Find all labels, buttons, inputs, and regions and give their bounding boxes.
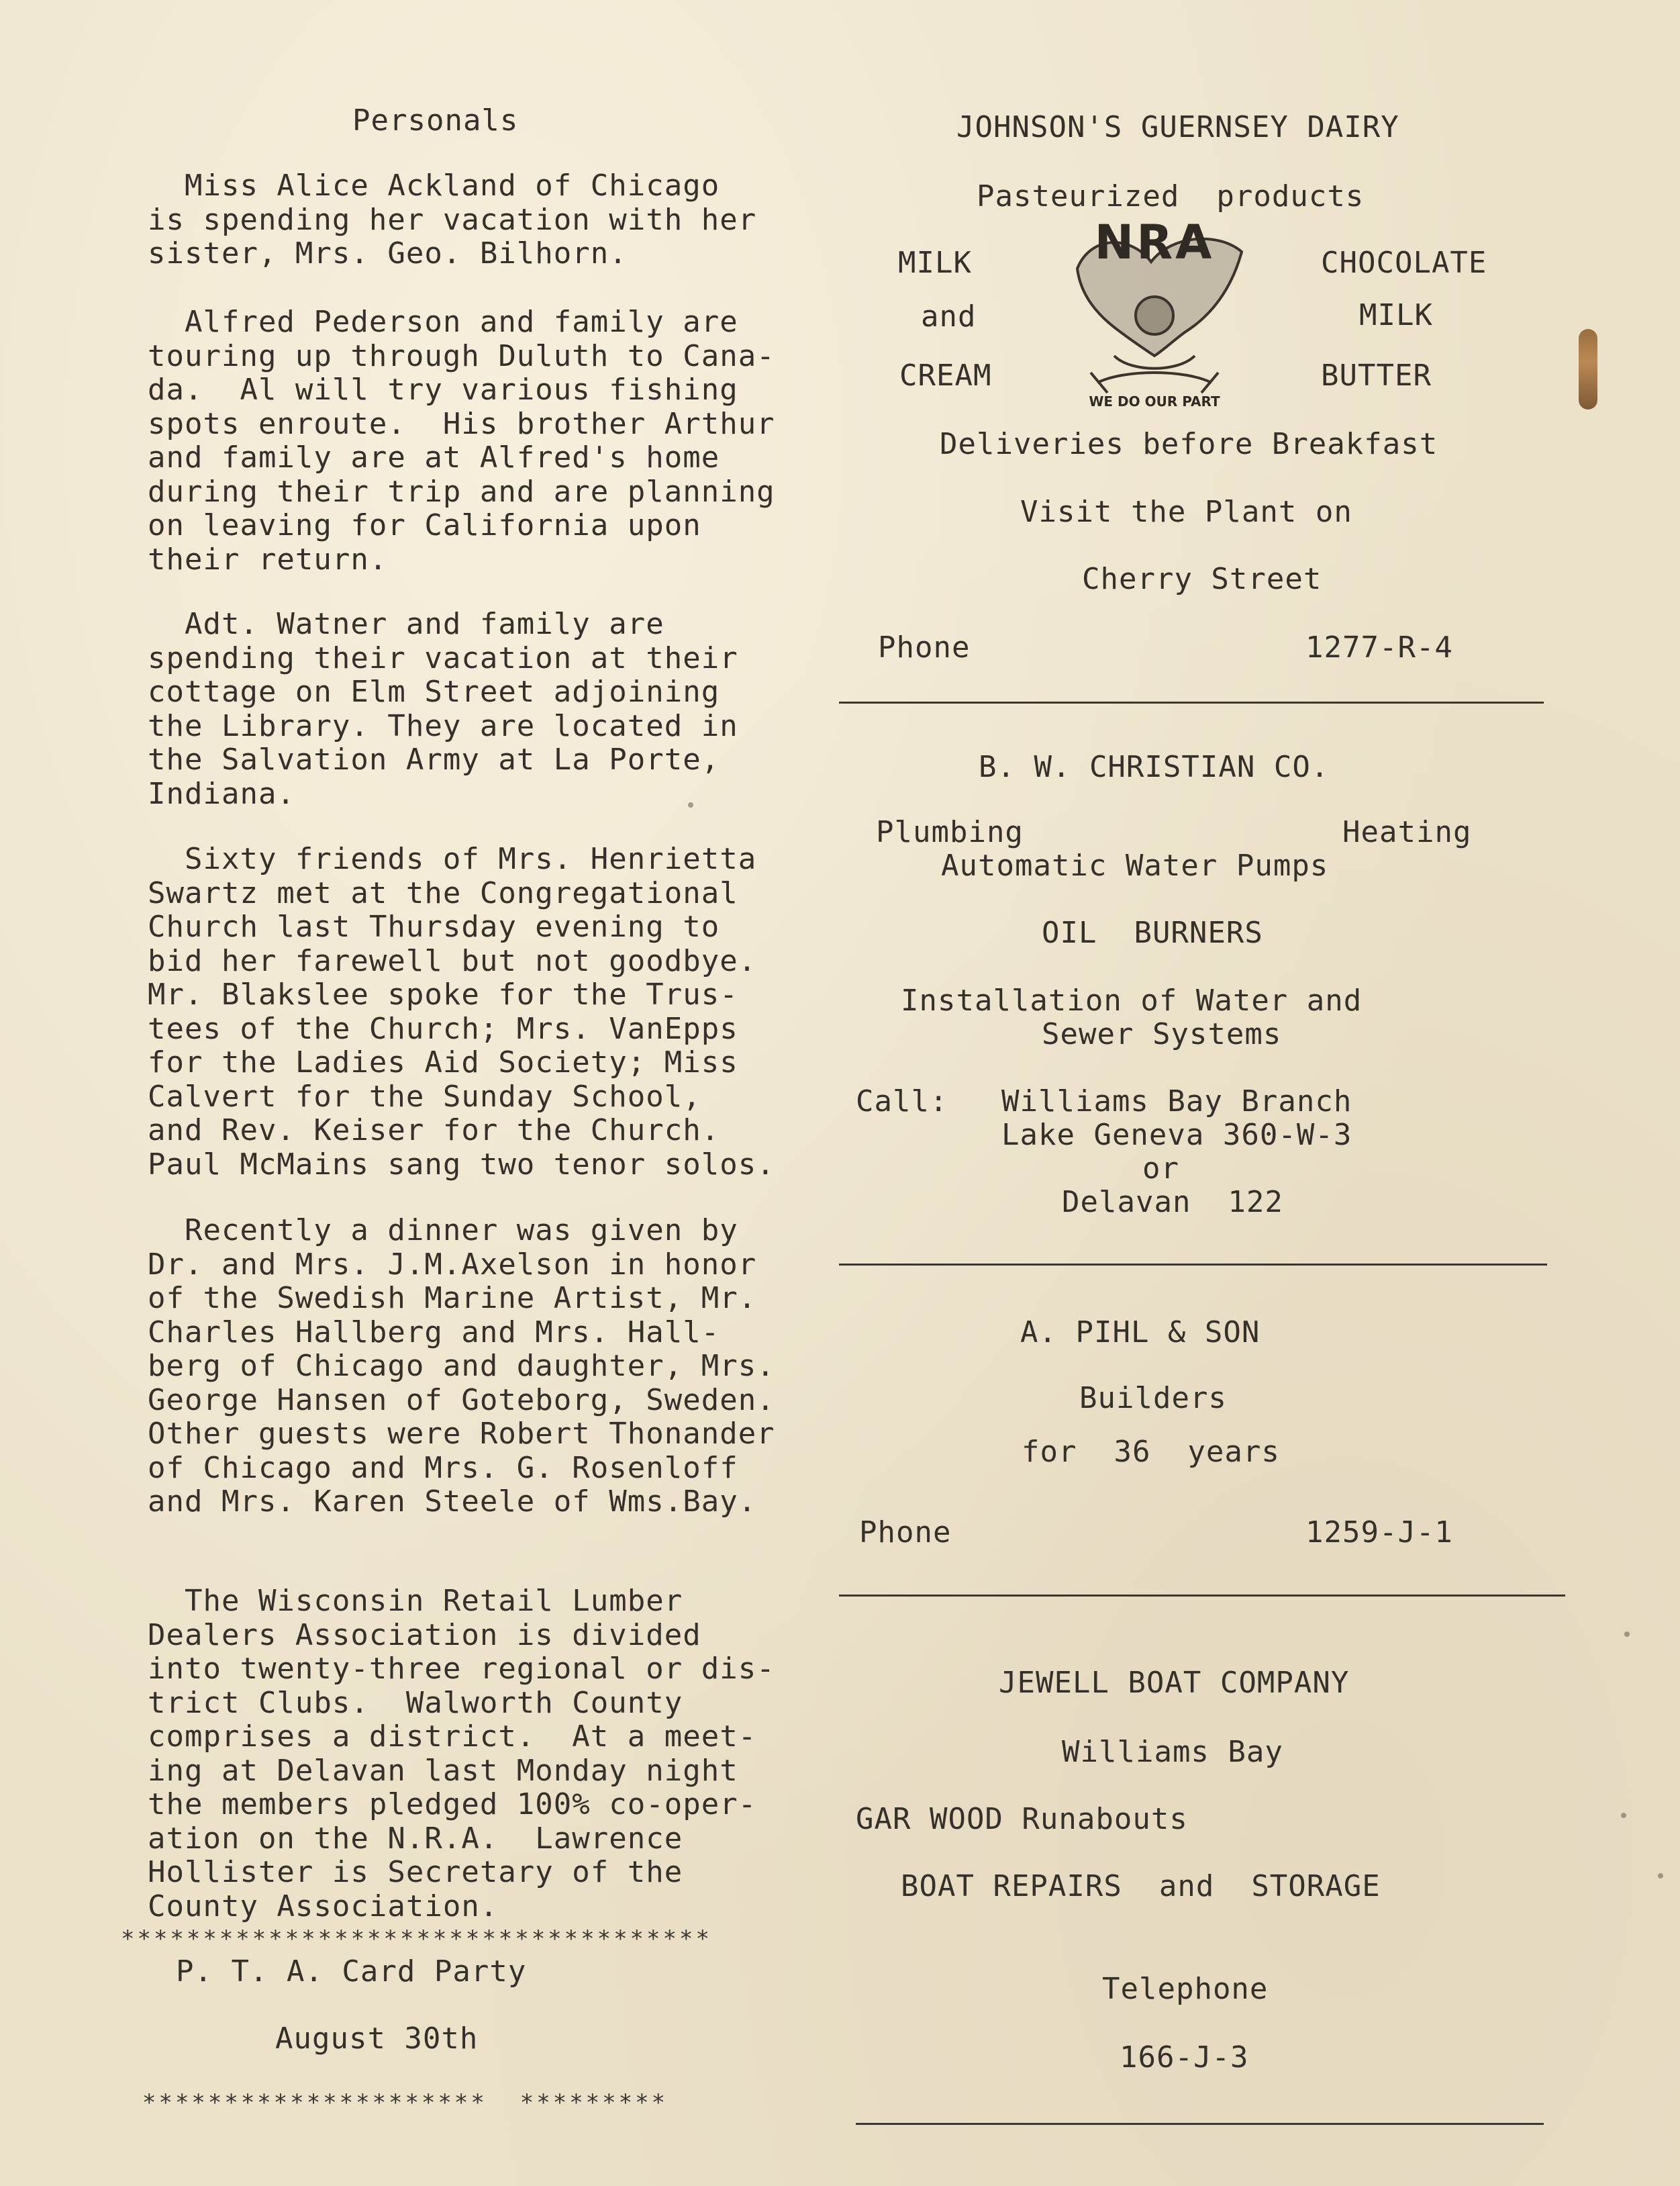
- dairy-deliveries: Deliveries before Breakfast: [940, 427, 1438, 461]
- dairy-visit: Visit the Plant on: [1020, 495, 1352, 529]
- christian-heating: Heating: [1342, 815, 1472, 849]
- jewell-title: JEWELL BOAT COMPANY: [999, 1666, 1350, 1700]
- christian-install-line1: Installation of Water and: [901, 984, 1363, 1018]
- dairy-left-item-and: and: [921, 299, 977, 334]
- divider-rule-4: [856, 2123, 1544, 2125]
- jewell-location: Williams Bay: [1062, 1735, 1283, 1769]
- dairy-street: Cherry Street: [1082, 562, 1322, 596]
- christian-pumps: Automatic Water Pumps: [941, 849, 1329, 883]
- dairy-phone-label: Phone: [878, 630, 971, 665]
- pta-title: P. T. A. Card Party: [176, 1954, 527, 1989]
- dairy-left-item-milk: MILK: [898, 246, 972, 280]
- dairy-phone-number: 1277-R-4: [1305, 630, 1453, 665]
- dairy-subtitle: Pasteurized products: [977, 179, 1365, 213]
- dairy-right-item-chocolate: CHOCOLATE: [1321, 246, 1487, 280]
- christian-call-line1: Williams Bay Branch: [1001, 1084, 1352, 1119]
- personals-heading: Personals: [352, 103, 519, 138]
- jewell-repairs: BOAT REPAIRS and STORAGE: [901, 1869, 1381, 1903]
- pihl-years: for 36 years: [1022, 1435, 1280, 1469]
- christian-plumbing: Plumbing: [876, 815, 1024, 849]
- dairy-right-item-milk: MILK: [1359, 298, 1433, 332]
- pihl-phone-number: 1259-J-1: [1305, 1515, 1453, 1550]
- dairy-right-item-butter: BUTTER: [1321, 359, 1432, 393]
- christian-title: B. W. CHRISTIAN CO.: [979, 750, 1330, 784]
- pihl-title: A. PIHL & SON: [1020, 1315, 1261, 1349]
- paper-speck: [1658, 1873, 1663, 1879]
- personal-item-lumber: The Wisconsin Retail Lumber Dealers Association is divided into twenty-three regional or dis- trict Clubs. Walworth County comprises a district. At a meet- ing at Delavan last Monday night the members pledged 100% co-oper- ation on the N.R.A. Lawrence Hollister is Secretary of the County Association.: [148, 1584, 775, 1923]
- personal-item-swartz: Sixty friends of Mrs. Henrietta Swartz met at the Congregational Church last Thursday evening to bid her farewell but not goodbye. Mr. Blakslee spoke for the Trus- tees of the Church; Mrs. VanEpps for the Ladies Aid Society; Miss Calvert for the Sunday School, and Rev. Keiser for the Church. Paul McMains sang two tenor solos.: [148, 842, 775, 1182]
- pta-date: August 30th: [275, 2022, 479, 2056]
- nra-eagle-icon: [1050, 215, 1258, 410]
- christian-oil-burners: OIL BURNERS: [1042, 916, 1263, 950]
- paper-speck: [1624, 1631, 1630, 1637]
- christian-install-line2: Sewer Systems: [1042, 1017, 1282, 1051]
- paper-speck: [1621, 1813, 1626, 1818]
- jewell-telephone-label: Telephone: [1102, 1972, 1269, 2006]
- paper-speck: [688, 802, 693, 808]
- personal-item-axelson: Recently a dinner was given by Dr. and Mrs. J.M.Axelson in honor of the Swedish Marine Artist, Mr. Charles Hallberg and Mrs. Hall- berg of Chicago and daughter, Mrs. George Hansen of Goteborg, Sweden. Other guests were Robert Thonander of Chicago and Mrs. G. Rosenloff and Mrs. Karen Steele of Wms.Bay.: [148, 1213, 775, 1519]
- jewell-telephone-number: 166-J-3: [1120, 2040, 1249, 2075]
- divider-rule-3: [839, 1595, 1565, 1597]
- divider-rule-2: [839, 1264, 1547, 1266]
- star-divider-top: ************************************: [121, 1926, 712, 1952]
- christian-call-line4: Delavan 122: [1062, 1185, 1283, 1219]
- personal-item-ackland: Miss Alice Ackland of Chicago is spending her vacation with her sister, Mrs. Geo. Bilhorn.: [148, 169, 757, 271]
- dairy-left-item-cream: CREAM: [899, 359, 992, 393]
- pihl-phone-label: Phone: [859, 1515, 952, 1550]
- personal-item-pederson: Alfred Pederson and family are touring up through Duluth to Cana- da. Al will try various fishing spots enroute. His brother Arthur and family are at Alfred's home during their trip and are planning on leaving for California upon their return.: [148, 305, 775, 577]
- dairy-title: JOHNSON'S GUERNSEY DAIRY: [956, 110, 1399, 144]
- rust-stain: [1579, 329, 1597, 410]
- personal-item-watner: Adt. Watner and family are spending their vacation at their cottage on Elm Street adjoining the Library. They are located in the Salvation Army at La Porte, Indiana.: [148, 607, 738, 811]
- christian-call-line3: or: [1142, 1151, 1179, 1186]
- divider-rule-1: [839, 702, 1544, 704]
- emblem-motto: WE DO OUR PART: [1089, 393, 1220, 410]
- christian-call-line2: Lake Geneva 360-W-3: [1001, 1118, 1352, 1152]
- emblem-text: NRA: [1094, 215, 1215, 270]
- jewell-runabouts: GAR WOOD Runabouts: [856, 1802, 1188, 1836]
- christian-call-label: Call:: [856, 1084, 948, 1119]
- pihl-builders: Builders: [1079, 1381, 1227, 1415]
- star-divider-bottom: ********************* *********: [142, 2089, 669, 2116]
